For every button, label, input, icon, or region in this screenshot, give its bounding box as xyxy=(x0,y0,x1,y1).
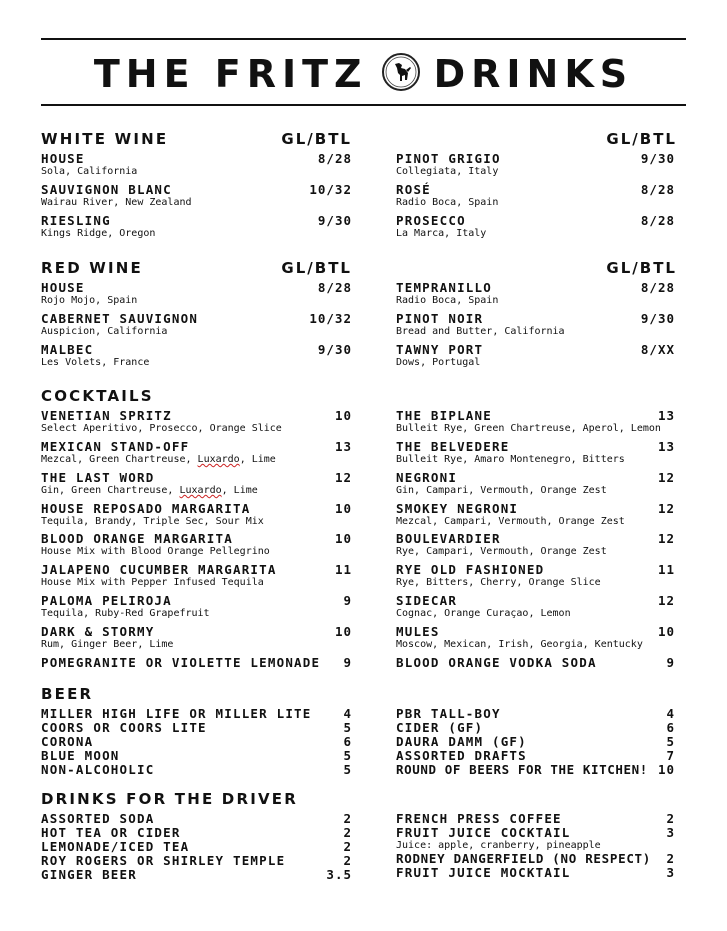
item-desc: Moscow, Mexican, Irish, Georgia, Kentucky xyxy=(396,639,643,650)
menu-item xyxy=(41,868,352,882)
item-price: 5 xyxy=(343,762,352,777)
item-desc: Rum, Ginger Beer, Lime xyxy=(41,639,174,650)
menu-item xyxy=(396,625,675,650)
menu-item xyxy=(41,409,352,434)
item-name: PALOMA PELIROJA xyxy=(41,593,172,608)
item-desc: Rojo Mojo, Spain xyxy=(41,295,138,306)
item-name: CABERNET SAUVIGNON xyxy=(41,311,199,326)
item-desc: Select Aperitivo, Prosecco, Orange Slice xyxy=(41,423,282,434)
item-price: 9/30 xyxy=(640,151,675,166)
item-name: ROUND OF BEERS FOR THE KITCHEN! xyxy=(396,762,648,777)
item-price: 10 xyxy=(334,531,352,546)
menu-item xyxy=(41,707,352,721)
menu-item xyxy=(396,763,675,777)
title-right: DRINKS xyxy=(433,52,634,96)
red-wine-gl-left: GL/BTL xyxy=(281,259,352,277)
menu-item xyxy=(41,594,352,619)
item-name: ROSÉ xyxy=(396,182,431,197)
menu-item xyxy=(396,532,675,557)
item-desc: House Mix with Pepper Infused Tequila xyxy=(41,577,264,588)
menu-item xyxy=(396,281,675,306)
item-name: THE BELVEDERE xyxy=(396,439,510,454)
item-name: ASSORTED DRAFTS xyxy=(396,748,527,763)
item-price: 10 xyxy=(334,501,352,516)
dog-logo-icon xyxy=(382,53,420,91)
desc-part: Luxardo xyxy=(197,454,240,465)
item-price: 10/32 xyxy=(309,311,352,326)
menu-item xyxy=(396,343,675,368)
menu-item xyxy=(41,532,352,557)
item-name: PINOT NOIR xyxy=(396,311,484,326)
menu-item xyxy=(41,749,352,763)
item-name: SMOKEY NEGRONI xyxy=(396,501,519,516)
item-price: 10 xyxy=(334,408,352,423)
menu-item xyxy=(396,594,675,619)
red-wine-gl-right: GL/BTL xyxy=(606,259,677,277)
item-price: 5 xyxy=(666,734,675,749)
item-price: 10 xyxy=(657,624,675,639)
item-name: VENETIAN SPRITZ xyxy=(41,408,172,423)
desc-part: Gin, Green Chartreuse, xyxy=(41,485,180,496)
item-desc: Tequila, Brandy, Triple Sec, Sour Mix xyxy=(41,516,264,527)
item-name: HOUSE xyxy=(41,280,85,295)
item-name: THE BIPLANE xyxy=(396,408,492,423)
menu-item xyxy=(396,707,675,721)
item-name: DARK & STORMY xyxy=(41,624,155,639)
menu-item xyxy=(396,152,675,177)
menu-item xyxy=(396,471,675,496)
white-wine-heading: WHITE WINE xyxy=(41,130,169,148)
item-name: FRUIT JUICE COCKTAIL xyxy=(396,825,571,840)
item-name: PINOT GRIGIO xyxy=(396,151,501,166)
item-desc: Dows, Portugal xyxy=(396,357,481,368)
item-price: 12 xyxy=(657,593,675,608)
desc-part: , Lime xyxy=(239,454,276,465)
item-price: 2 xyxy=(666,851,675,866)
item-price: 6 xyxy=(666,720,675,735)
item-name: NON-ALCOHOLIC xyxy=(41,762,155,777)
menu-item xyxy=(396,749,675,763)
driver-heading: DRINKS FOR THE DRIVER xyxy=(41,790,298,808)
menu-item xyxy=(41,563,352,588)
item-name: BLUE MOON xyxy=(41,748,120,763)
item-price: 7 xyxy=(666,748,675,763)
item-desc: Bulleit Rye, Green Chartreuse, Aperol, Lemon xyxy=(396,423,661,434)
item-price: 8/28 xyxy=(640,182,675,197)
menu-item xyxy=(396,866,675,880)
item-name: SAUVIGNON BLANC xyxy=(41,182,172,197)
menu-item xyxy=(396,721,675,735)
menu-item xyxy=(396,563,675,588)
menu-item xyxy=(41,281,352,306)
item-name: CIDER (GF) xyxy=(396,720,484,735)
item-desc: Collegiata, Italy xyxy=(396,166,499,177)
menu-item xyxy=(396,735,675,749)
item-name: PROSECCO xyxy=(396,213,466,228)
item-price: 8/XX xyxy=(640,342,675,357)
item-price: 3 xyxy=(666,825,675,840)
item-price: 12 xyxy=(657,470,675,485)
item-price: 3 xyxy=(666,865,675,880)
item-price: 8/28 xyxy=(640,280,675,295)
white-wine-gl-left: GL/BTL xyxy=(281,130,352,148)
item-desc xyxy=(41,485,352,496)
item-price: 9/30 xyxy=(317,342,352,357)
menu-item xyxy=(396,502,675,527)
item-name: RIESLING xyxy=(41,213,111,228)
item-name: BOULEVARDIER xyxy=(396,531,501,546)
cocktails-heading: COCKTAILS xyxy=(41,387,154,405)
title-left: THE FRITZ xyxy=(93,52,368,96)
menu-item xyxy=(41,625,352,650)
bottom-rule xyxy=(41,104,686,106)
item-price: 10/32 xyxy=(309,182,352,197)
menu-item xyxy=(41,502,352,527)
item-name: BLOOD ORANGE VODKA SODA xyxy=(396,655,597,670)
item-name: FRENCH PRESS COFFEE xyxy=(396,811,562,826)
item-name: MILLER HIGH LIFE OR MILLER LITE xyxy=(41,706,312,721)
item-name: ASSORTED SODA xyxy=(41,811,155,826)
item-desc: Radio Boca, Spain xyxy=(396,295,499,306)
item-desc: Tequila, Ruby-Red Grapefruit xyxy=(41,608,210,619)
top-rule xyxy=(41,38,686,40)
item-price: 6 xyxy=(343,734,352,749)
item-price: 13 xyxy=(657,439,675,454)
item-name: CORONA xyxy=(41,734,94,749)
item-price: 10 xyxy=(657,762,675,777)
item-price: 2 xyxy=(666,811,675,826)
desc-part: Mezcal, Green Chartreuse, xyxy=(41,454,198,465)
item-price: 8/28 xyxy=(317,151,352,166)
item-price: 9 xyxy=(343,593,352,608)
item-name: NEGRONI xyxy=(396,470,458,485)
item-price: 8/28 xyxy=(640,213,675,228)
menu-item xyxy=(396,312,675,337)
red-wine-heading: RED WINE xyxy=(41,259,143,277)
desc-part: Luxardo xyxy=(179,485,222,496)
item-name: GINGER BEER xyxy=(41,867,137,882)
menu-title xyxy=(41,46,686,102)
menu-item xyxy=(41,440,352,465)
item-price: 13 xyxy=(657,408,675,423)
item-name: HOT TEA OR CIDER xyxy=(41,825,181,840)
item-desc: Rye, Bitters, Cherry, Orange Slice xyxy=(396,577,601,588)
item-name: COORS OR COORS LITE xyxy=(41,720,207,735)
item-desc: Cognac, Orange Curaçao, Lemon xyxy=(396,608,571,619)
item-name: HOUSE REPOSADO MARGARITA xyxy=(41,501,251,516)
item-name: SIDECAR xyxy=(396,593,458,608)
menu-item xyxy=(396,440,675,465)
menu-item xyxy=(41,854,352,868)
item-price: 2 xyxy=(343,853,352,868)
item-desc: Juice: apple, cranberry, pineapple xyxy=(396,840,601,851)
item-desc: Sola, California xyxy=(41,166,138,177)
item-price: 12 xyxy=(657,531,675,546)
beer-heading: BEER xyxy=(41,685,94,703)
item-name: LEMONADE/ICED TEA xyxy=(41,839,190,854)
item-name: RYE OLD FASHIONED xyxy=(396,562,545,577)
item-price: 12 xyxy=(334,470,352,485)
menu-item xyxy=(396,409,675,434)
menu-item xyxy=(41,721,352,735)
item-desc: Gin, Campari, Vermouth, Orange Zest xyxy=(396,485,607,496)
item-price: 3.5 xyxy=(326,867,352,882)
item-price: 2 xyxy=(343,839,352,854)
menu-item xyxy=(396,852,675,866)
item-name: ROY ROGERS OR SHIRLEY TEMPLE xyxy=(41,853,286,868)
item-name: POMEGRANITE OR VIOLETTE LEMONADE xyxy=(41,655,321,670)
menu-item xyxy=(396,656,675,670)
item-desc: Radio Boca, Spain xyxy=(396,197,499,208)
item-desc xyxy=(41,454,352,465)
item-price: 11 xyxy=(334,562,352,577)
item-desc: Auspicion, California xyxy=(41,326,168,337)
item-name: DAURA DAMM (GF) xyxy=(396,734,527,749)
menu-item xyxy=(41,812,352,826)
item-desc: Bread and Butter, California xyxy=(396,326,565,337)
item-price: 2 xyxy=(343,825,352,840)
menu-item xyxy=(41,183,352,208)
item-desc: Mezcal, Campari, Vermouth, Orange Zest xyxy=(396,516,625,527)
item-name: RODNEY DANGERFIELD (NO RESPECT) xyxy=(396,851,651,866)
item-name: MEXICAN STAND-OFF xyxy=(41,439,190,454)
item-price: 10 xyxy=(334,624,352,639)
menu-item xyxy=(41,471,352,496)
item-name: JALAPENO CUCUMBER MARGARITA xyxy=(41,562,277,577)
menu-item xyxy=(396,826,675,851)
desc-part: , Lime xyxy=(221,485,258,496)
item-price: 9 xyxy=(666,655,675,670)
item-name: BLOOD ORANGE MARGARITA xyxy=(41,531,233,546)
menu-item xyxy=(396,812,675,826)
menu-item xyxy=(396,183,675,208)
item-price: 5 xyxy=(343,720,352,735)
menu-item xyxy=(41,735,352,749)
menu-item xyxy=(41,840,352,854)
item-name: PBR TALL-BOY xyxy=(396,706,501,721)
menu-item xyxy=(396,214,675,239)
item-desc: Rye, Campari, Vermouth, Orange Zest xyxy=(396,546,607,557)
menu-item xyxy=(41,763,352,777)
item-name: TAWNY PORT xyxy=(396,342,484,357)
item-name: MALBEC xyxy=(41,342,94,357)
menu-item xyxy=(41,656,352,670)
menu-item xyxy=(41,214,352,239)
item-name: MULES xyxy=(396,624,440,639)
item-desc: La Marca, Italy xyxy=(396,228,487,239)
menu-item xyxy=(41,343,352,368)
item-price: 4 xyxy=(666,706,675,721)
item-price: 9 xyxy=(343,655,352,670)
item-desc: Bulleit Rye, Amaro Montenegro, Bitters xyxy=(396,454,625,465)
item-price: 2 xyxy=(343,811,352,826)
item-price: 5 xyxy=(343,748,352,763)
item-price: 8/28 xyxy=(317,280,352,295)
item-desc: Les Volets, France xyxy=(41,357,150,368)
menu-item xyxy=(41,312,352,337)
item-name: THE LAST WORD xyxy=(41,470,155,485)
item-price: 12 xyxy=(657,501,675,516)
item-desc: Kings Ridge, Oregon xyxy=(41,228,156,239)
item-name: TEMPRANILLO xyxy=(396,280,492,295)
menu-item xyxy=(41,152,352,177)
item-price: 13 xyxy=(334,439,352,454)
item-price: 9/30 xyxy=(317,213,352,228)
item-price: 4 xyxy=(343,706,352,721)
item-desc: Wairau River, New Zealand xyxy=(41,197,192,208)
item-name: FRUIT JUICE MOCKTAIL xyxy=(396,865,571,880)
item-name: HOUSE xyxy=(41,151,85,166)
item-price: 11 xyxy=(657,562,675,577)
item-desc: House Mix with Blood Orange Pellegrino xyxy=(41,546,270,557)
white-wine-gl-right: GL/BTL xyxy=(606,130,677,148)
item-price: 9/30 xyxy=(640,311,675,326)
menu-item xyxy=(41,826,352,840)
